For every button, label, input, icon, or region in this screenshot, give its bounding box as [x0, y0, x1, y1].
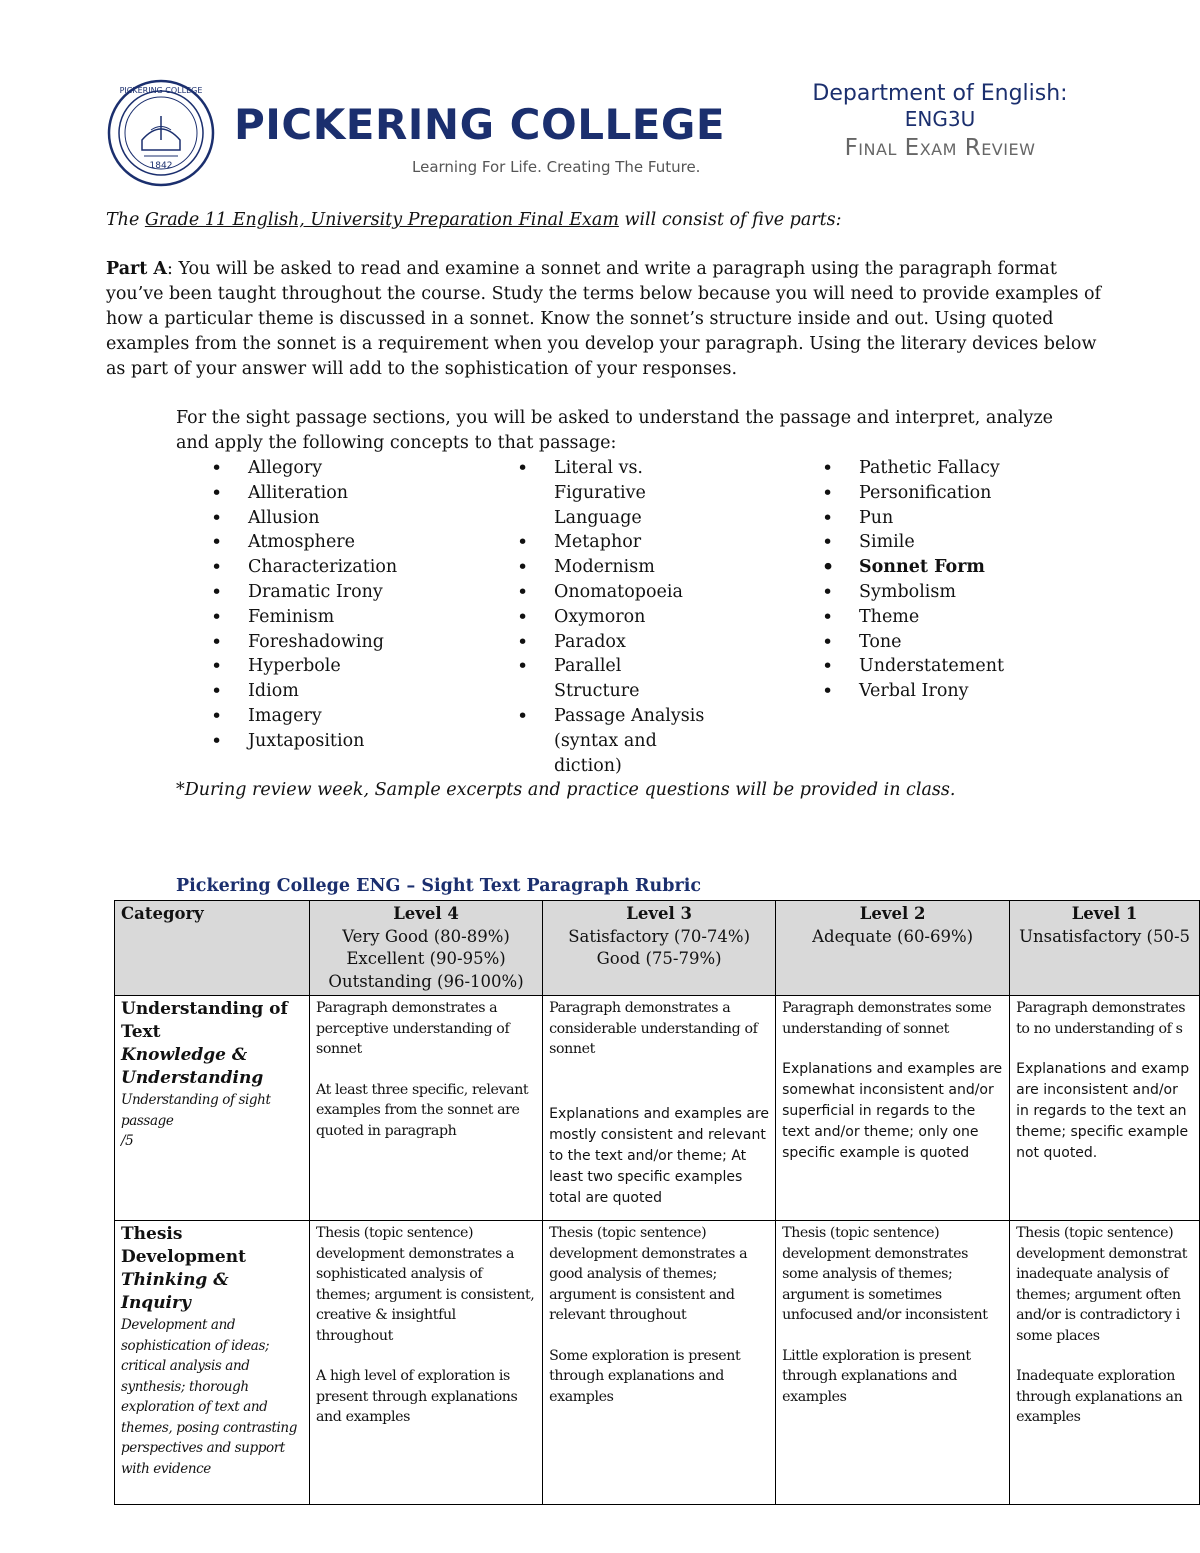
level-4-range: Very Good (80-89%)	[342, 926, 510, 946]
concept-item: • Atmosphere	[211, 530, 431, 555]
concept-item: • Alliteration	[211, 481, 431, 506]
criterion-cell	[115, 996, 310, 1221]
level-4-label: Level 4	[393, 904, 459, 923]
concept-item: • Hyperbole	[211, 654, 431, 679]
exam-name: Grade 11 English, University Preparation Final Exam	[144, 210, 619, 230]
concept-item: • Imagery	[211, 704, 431, 729]
concept-item: • Allegory	[211, 456, 431, 481]
concept-item: • Allusion	[211, 506, 431, 531]
descriptor-text: Little exploration is present through explanations and examples	[782, 1347, 971, 1405]
concept-item: • Onomatopoeia	[517, 580, 707, 605]
criterion-subtitle: Knowledge & Understanding	[121, 1045, 264, 1088]
concept-item: • Passage Analysis (syntax and diction)	[517, 704, 707, 778]
concept-item: • Parallel Structure	[517, 654, 707, 704]
descriptor-text: Paragraph demonstrates a perceptive understanding of sonnet	[316, 1000, 510, 1057]
criterion-mark: /5	[121, 1133, 134, 1149]
criterion-cell	[115, 1221, 310, 1505]
concept-item: • Literal vs. Figurative Language	[517, 456, 707, 530]
descriptor-text: Paragraph demonstrates a considerable understanding of sonnet	[549, 1000, 758, 1057]
header-level-1	[1010, 901, 1200, 996]
intro-lead: The	[106, 210, 145, 230]
descriptor-text: Paragraph demonstrates to no understanding of s	[1016, 1000, 1186, 1037]
exam-intro	[106, 208, 842, 233]
course-code: ENG3U	[904, 107, 976, 131]
concept-item: • Understatement	[822, 654, 1082, 679]
college-tagline: Learning For Life. Creating The Future.	[412, 158, 701, 176]
concept-item: • Pathetic Fallacy	[822, 456, 1082, 481]
criterion-description: Development and sophistication of ideas; critical analysis and synthesis; thorough exploration of text and themes, posing contrasting perspectives and support with evidence	[121, 1317, 297, 1477]
concept-item: • Foreshadowing	[211, 630, 431, 655]
review-note: *During review week, Sample excerpts and practice questions will be provided in class.	[176, 780, 956, 800]
concept-list-column-3	[822, 456, 1082, 704]
concept-item: • Theme	[822, 605, 1082, 630]
concept-item: • Feminism	[211, 605, 431, 630]
part-a-label: Part A	[106, 259, 168, 279]
header-level-4	[310, 901, 543, 996]
header-level-2	[776, 901, 1010, 996]
descriptor-text: Explanations and examples are somewhat inconsistent and/or superficial in regards to the text and/or theme; only one specific example is quoted	[782, 1061, 1003, 1161]
level-2-descriptor	[776, 1221, 1010, 1505]
college-name: PICKERING COLLEGE	[234, 100, 726, 149]
concept-item: • Personification	[822, 481, 1082, 506]
college-seal-icon	[106, 78, 216, 188]
descriptor-text: At least three specific, relevant examples from the sonnet are quoted in paragraph	[316, 1081, 529, 1139]
level-4-descriptor	[310, 996, 543, 1221]
level-2-range: Adequate (60-69%)	[812, 926, 974, 946]
criterion-subtitle: Thinking & Inquiry	[121, 1270, 229, 1313]
sight-passage-intro: For the sight passage sections, you will be asked to understand the passage and interpret, analyze and apply the following concepts to that passage:	[176, 408, 1054, 453]
concept-item: • Verbal Irony	[822, 679, 1082, 704]
level-3-label: Level 3	[626, 904, 692, 923]
descriptor-text: Explanations and examp are inconsistent and/or in regards to the text an theme; specific example not quoted.	[1016, 1061, 1190, 1161]
svg-text:1842: 1842	[149, 161, 173, 171]
header-level-3	[543, 901, 776, 996]
descriptor-text: Explanations and examples are mostly consistent and relevant to the text and/or theme; At least two specific examples total are quoted	[549, 1105, 770, 1206]
level-4-range: Excellent (90-95%)	[346, 949, 506, 968]
concept-item: • Pun	[822, 506, 1082, 531]
descriptor-text: Paragraph demonstrates some understanding of sonnet	[782, 1000, 992, 1037]
level-3-range: Good (75-79%)	[596, 949, 722, 968]
rubric-row-thesis	[115, 1221, 1200, 1505]
concept-item: • Idiom	[211, 679, 431, 704]
concept-item: • Modernism	[517, 555, 707, 580]
department-name: Department of English:	[812, 81, 1068, 106]
level-3-range: Satisfactory (70-74%)	[568, 926, 751, 946]
level-4-descriptor	[310, 1221, 543, 1505]
level-2-descriptor	[776, 996, 1010, 1221]
level-3-descriptor	[543, 1221, 776, 1505]
descriptor-text: Some exploration is present through explanations and examples	[549, 1347, 741, 1405]
concept-item: • Characterization	[211, 555, 431, 580]
descriptor-text: Thesis (topic sentence) development demonstrates some analysis of themes; argument is sometimes unfocused and/or inconsistent	[782, 1225, 988, 1323]
intro-tail: will consist of five parts:	[618, 210, 842, 230]
rubric-header-row	[115, 901, 1200, 996]
criterion-description: Understanding of sight passage	[121, 1092, 271, 1129]
descriptor-text: Thesis (topic sentence) development demonstrates a good analysis of themes; argument is consistent and relevant throughout	[549, 1225, 748, 1323]
level-1-descriptor	[1010, 996, 1200, 1221]
level-1-label: Level 1	[1071, 904, 1138, 923]
concept-item: • Oxymoron	[517, 605, 707, 630]
concept-item: • Sonnet Form	[822, 555, 1082, 580]
part-a-text: You will be asked to read and examine a sonnet and write a paragraph using the paragraph format you’ve been taught throughout the course. Study the terms below because you will need to provide examples of how a particular theme is discussed in a sonnet. Know the sonnet’s structure inside and out. Using quoted examples from the sonnet is a requirement when you develop your paragraph. Using the literary devices below as part of your answer will add to the sophistication of your responses.	[106, 259, 1102, 379]
concept-list-column-1	[211, 456, 431, 754]
level-1-descriptor	[1010, 1221, 1200, 1505]
part-a-colon: :	[167, 259, 173, 279]
level-2-label: Level 2	[859, 904, 926, 923]
concept-item: • Dramatic Irony	[211, 580, 431, 605]
concept-item: • Juxtaposition	[211, 729, 431, 754]
descriptor-text: Inadequate exploration through explanations an examples	[1016, 1368, 1183, 1425]
criterion-name: Thesis Development	[121, 1224, 246, 1267]
criterion-name: Understanding of Text	[121, 999, 288, 1042]
level-4-range: Outstanding (96-100%)	[328, 971, 524, 991]
part-a-paragraph	[106, 257, 1106, 382]
rubric-title: Pickering College ENG – Sight Text Paragraph Rubric	[176, 876, 701, 896]
rubric-row-understanding	[115, 996, 1200, 1221]
svg-text:PICKERING COLLEGE: PICKERING COLLEGE	[119, 86, 203, 95]
descriptor-text: Thesis (topic sentence) development demonstrates a sophisticated analysis of themes; argument is consistent, creative & insightful throughout	[316, 1225, 535, 1344]
concept-list-column-2	[517, 456, 707, 778]
document-title: Final Exam Review	[844, 135, 1036, 161]
header-category: Category	[115, 901, 310, 996]
concept-item: • Simile	[822, 530, 1082, 555]
concept-item: • Metaphor	[517, 530, 707, 555]
department-block	[790, 80, 1090, 164]
rubric-table	[114, 900, 1200, 1505]
concept-item: • Symbolism	[822, 580, 1082, 605]
concept-item: • Tone	[822, 630, 1082, 655]
descriptor-text: Thesis (topic sentence) development demonstrat inadequate analysis of themes; argument often and/or is contradictory i some places	[1016, 1225, 1188, 1344]
concept-item: • Paradox	[517, 630, 707, 655]
level-3-descriptor	[543, 996, 776, 1221]
descriptor-text: A high level of exploration is present through explanations and examples	[316, 1368, 518, 1425]
level-1-range: Unsatisfactory (50-5	[1019, 926, 1191, 946]
